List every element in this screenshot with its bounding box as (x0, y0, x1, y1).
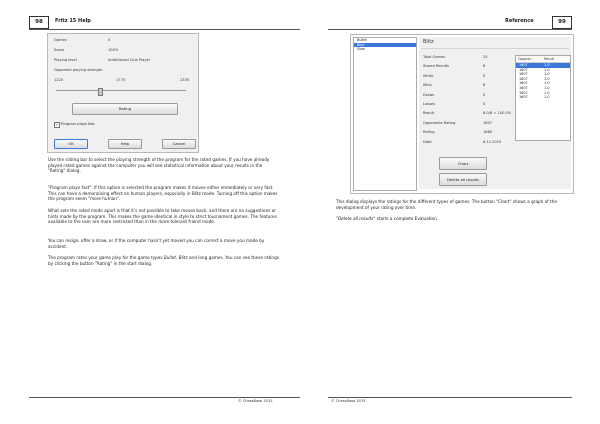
delete-emphasis: "Delete all results" (336, 216, 376, 221)
stat-value: 0 (483, 92, 486, 97)
games-value: 0 (108, 38, 111, 42)
stat-value: 0 (483, 73, 486, 78)
right-page (300, 0, 600, 424)
stat-value: 8 (483, 64, 486, 69)
result-cell: 1-0 (544, 72, 550, 77)
chart-button[interactable]: Chart (439, 157, 487, 170)
ratings-text-b: and long games. You can see these ratings by clicking the button "Rating" in the start dialog. (48, 255, 279, 266)
stat-label: Date (423, 139, 432, 144)
stat-label: Rating (423, 130, 435, 135)
slider-paragraph: Use the sliding bar to select the playing strength of the program for the rated games. If you have already played rated games against the computer you will see statistical information about your results in the "Rating" dialog. (48, 157, 270, 174)
left-header (29, 16, 300, 29)
stat-label: White (423, 73, 434, 78)
left-footer: © ChessBase 2015 (238, 399, 273, 403)
ratings-paragraph (48, 255, 280, 266)
playing-level-label: Playing level (54, 58, 77, 62)
heading-separator (421, 48, 569, 49)
stat-value: 8.11.2015 (483, 139, 502, 144)
left-footer-rule (29, 397, 300, 398)
table-row[interactable] (516, 95, 570, 100)
opponent-rating-cell: 1607 (519, 67, 528, 72)
resign-paragraph: You can resign, offer a draw, or if the computer hasn't yet moved you can correct a move you made by accident. (48, 238, 265, 249)
program-plays-fast-label: Program plays fast (61, 122, 95, 126)
fast-option-emphasis: "Program plays fast" (48, 185, 92, 190)
slider-current-label: 1770 (116, 78, 126, 82)
result-cell: 1-0 (544, 63, 550, 67)
results-table[interactable] (515, 55, 571, 141)
help-button[interactable]: Help (108, 139, 142, 149)
game-type-item[interactable]: Slow (357, 47, 365, 52)
result-cell: 1-0 (544, 67, 550, 72)
rated-game-dialog (47, 33, 199, 153)
stat-label: Total Games (423, 55, 446, 59)
delete-all-results-button[interactable]: Delete all results (439, 173, 487, 186)
score-label: Score (54, 48, 65, 52)
game-type-list[interactable] (353, 37, 417, 191)
left-header-title: Fritz 15 Help (55, 18, 91, 24)
right-header-rule (328, 29, 572, 30)
result-column-header[interactable]: Result (544, 57, 554, 61)
right-header-title: Reference (505, 18, 534, 24)
right-header (300, 16, 572, 29)
stat-label: Wins (423, 83, 432, 88)
score-value: 100% (108, 48, 119, 52)
fast-option-text: : If this option is selected the program makes it moves either immediately or very fast. This can have a demoralising effect on human players, especially in Blitz mode. Turning off this option makes the program seem "more human". (48, 185, 278, 202)
opponent-rating-cell: 1607 (519, 72, 528, 77)
stat-label: Opponents Rating (423, 120, 456, 125)
left-header-rule (29, 29, 300, 30)
dialog-description-paragraph (336, 199, 570, 210)
stat-label: Result (423, 111, 435, 116)
rating-statistics-dialog (350, 34, 574, 194)
game-type-item[interactable]: Bullet (357, 38, 367, 42)
stat-label: Draws (423, 92, 435, 97)
ratings-text-a: The program rates your game play for the game types (48, 255, 164, 260)
opponent-strength-label: Opponent playing strength (54, 68, 103, 72)
right-footer-rule (328, 397, 572, 398)
playing-level-value: Ambitioned Club Player (108, 58, 151, 62)
ok-button[interactable]: OK (54, 139, 88, 149)
right-footer: © ChessBase 2015 (331, 399, 366, 403)
result-cell: 1-0 (544, 76, 550, 81)
games-label: Games (54, 38, 67, 42)
delete-description-paragraph (336, 216, 570, 222)
stat-value: 8 (483, 83, 486, 88)
page-number-right: 99 (552, 16, 572, 29)
stat-value: 8.0/8 = 100.0% (483, 111, 512, 116)
rating-button[interactable]: Rating (72, 103, 178, 115)
fast-option-paragraph (48, 185, 280, 202)
stat-value: 1680 (483, 130, 493, 135)
ratings-emphasis: Bullet, Blitz (163, 255, 188, 260)
slider-track (56, 90, 186, 91)
results-table-header (516, 56, 570, 63)
result-cell: 1-0 (544, 95, 550, 100)
game-type-item[interactable]: Blitz (354, 43, 416, 48)
slider-min-label: 1220 (54, 78, 64, 82)
strength-slider[interactable] (56, 88, 186, 94)
result-cell: 1-0 (544, 85, 550, 90)
opponent-column-header[interactable]: Oppone... (518, 57, 534, 61)
description-text-b: shows a graph of the development of your rating over time. (336, 199, 557, 210)
stat-value: 0 (483, 102, 486, 106)
opponent-rating-cell: 1607 (519, 95, 528, 100)
cancel-button[interactable]: Cancel (162, 139, 196, 149)
stat-value: 1607 (483, 120, 493, 125)
opponent-rating-cell: 1607 (519, 90, 528, 95)
page-number-left: 98 (29, 16, 49, 29)
slider-max-label: 2335 (180, 78, 190, 82)
result-cell: 1-0 (544, 90, 550, 95)
stats-heading: Blitz (423, 39, 434, 45)
slider-thumb[interactable] (98, 88, 103, 96)
stats-panel (419, 37, 571, 189)
rated-mode-paragraph: What sets the rated mode apart is that it's not possible to take moves back, and there are no suggestions or hints made by the program. This makes the game identical in style to strict tournament games. The features available to the user are more restricted than in the more tolerant friend mode. (48, 208, 277, 225)
description-text-a: This dialog displays the ratings for the different types of games. The button (336, 199, 497, 204)
stat-value: 25 (483, 55, 488, 59)
opponent-rating-cell: 1607 (519, 85, 528, 90)
opponent-rating-cell: 1607 (519, 81, 528, 86)
opponent-rating-cell: 1607 (519, 76, 528, 81)
opponent-rating-cell: 1607 (519, 63, 528, 67)
program-plays-fast-checkbox[interactable]: ✓ (55, 123, 59, 127)
stat-label: Losses (423, 102, 435, 106)
result-cell: 1-0 (544, 81, 550, 86)
delete-text: starts a complete Evaluation. (375, 216, 439, 221)
chart-emphasis: "Chart" (496, 199, 512, 204)
stat-label: Stored Results (423, 64, 449, 69)
